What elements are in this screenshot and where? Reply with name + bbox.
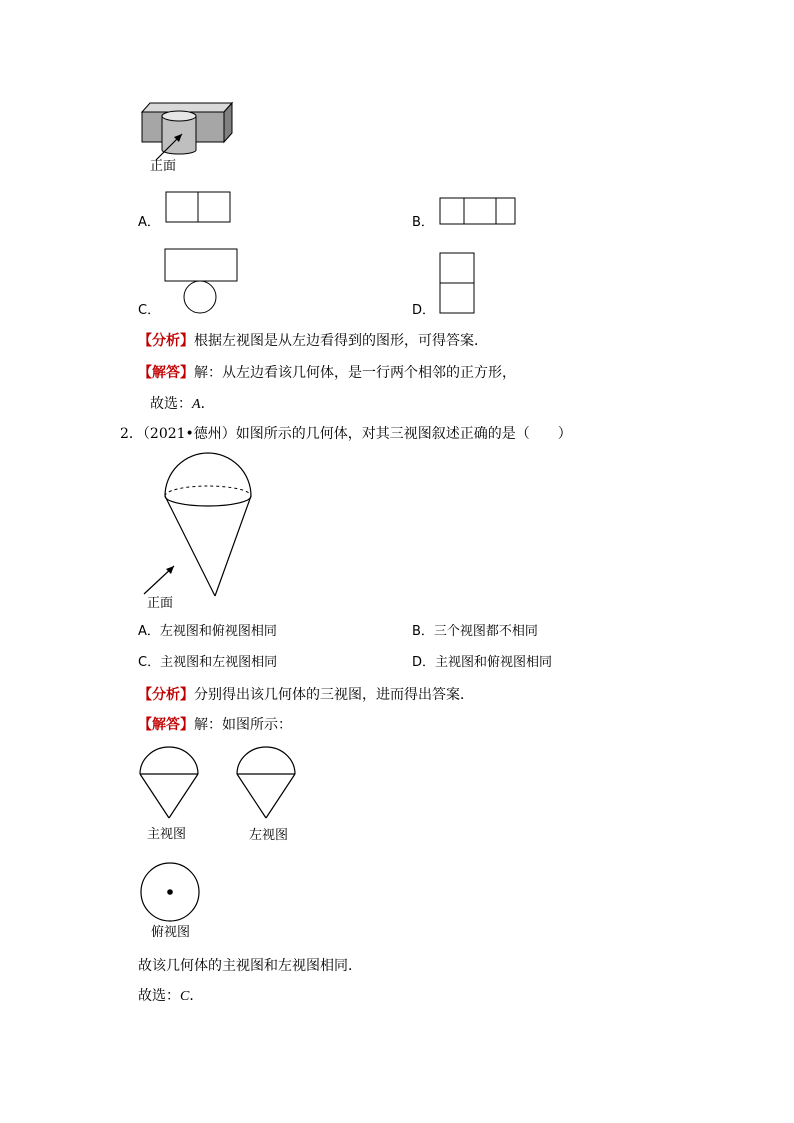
q2-front-view bbox=[138, 746, 202, 820]
q2-answer-tag: 【解答】 bbox=[138, 717, 194, 733]
q2-left-view-label: 左视图 bbox=[249, 828, 289, 843]
q1-option-c-figure bbox=[164, 248, 244, 318]
q1-answer-text: 解：从左边看该几何体，是一行两个相邻的正方形， bbox=[194, 365, 516, 381]
q1-option-d-letter[interactable]: D． bbox=[412, 303, 436, 318]
q1-figure-caption: 正面 bbox=[150, 159, 177, 174]
q2-option-c[interactable] bbox=[138, 654, 277, 672]
q1-conclusion-suffix: ． bbox=[200, 396, 215, 412]
q2-option-a-letter: A． bbox=[138, 624, 160, 639]
q1-option-c-letter[interactable]: C． bbox=[138, 303, 161, 318]
q2-option-c-letter: C． bbox=[138, 655, 161, 670]
q1-analysis-text: 根据左视图是从左边看得到的图形，可得答案． bbox=[194, 333, 488, 349]
q2-analysis bbox=[138, 686, 474, 704]
q2-stem: 2．（2021•德州）如图所示的几何体，对其三视图叙述正确的是（ ） bbox=[120, 426, 572, 442]
q2-conclusion-letter: C bbox=[180, 989, 190, 1004]
q2-option-a[interactable] bbox=[138, 623, 277, 641]
q2-summary: 故该几何体的主视图和左视图相同． bbox=[138, 958, 362, 974]
q2-top-view bbox=[139, 862, 203, 926]
q1-option-d-figure bbox=[439, 252, 479, 318]
q1-option-b-figure bbox=[439, 197, 519, 227]
q1-answer bbox=[138, 364, 516, 382]
q1-option-a-letter[interactable]: A． bbox=[138, 215, 160, 230]
q2-option-b-letter: B． bbox=[412, 624, 434, 639]
q2-option-b-text: 三个视图都不相同 bbox=[433, 624, 538, 639]
q2-answer-text: 解：如图所示： bbox=[194, 717, 292, 733]
q2-answer bbox=[138, 716, 292, 734]
q2-conclusion bbox=[138, 987, 203, 1006]
q2-front-view-label: 主视图 bbox=[147, 827, 187, 842]
q1-conclusion-prefix: 故选： bbox=[150, 396, 192, 412]
q2-conclusion-suffix: ． bbox=[189, 988, 204, 1004]
q2-analysis-text: 分别得出该几何体的三视图，进而得出答案． bbox=[194, 687, 474, 703]
q2-conclusion-prefix: 故选： bbox=[138, 988, 180, 1004]
q2-option-d[interactable] bbox=[412, 654, 552, 672]
q2-option-c-text: 主视图和左视图相同 bbox=[160, 655, 278, 670]
q2-top-view-label: 俯视图 bbox=[151, 925, 191, 940]
q2-option-a-text: 左视图和俯视图相同 bbox=[159, 624, 277, 639]
q2-analysis-tag: 【分析】 bbox=[138, 687, 194, 703]
q1-analysis bbox=[138, 332, 488, 350]
q1-option-a-figure bbox=[165, 191, 235, 225]
q2-solid-figure bbox=[140, 450, 260, 610]
q1-solid-figure bbox=[138, 98, 238, 158]
q2-option-d-text: 主视图和俯视图相同 bbox=[435, 655, 553, 670]
q2-figure-caption: 正面 bbox=[147, 596, 174, 611]
q1-conclusion-letter: A bbox=[192, 397, 201, 412]
q2-option-b[interactable] bbox=[412, 623, 538, 641]
q1-analysis-tag: 【分析】 bbox=[138, 333, 194, 349]
q2-option-d-letter: D． bbox=[412, 655, 436, 670]
q1-answer-tag: 【解答】 bbox=[138, 365, 194, 381]
q1-option-b-letter[interactable]: B． bbox=[412, 215, 434, 230]
q1-conclusion bbox=[150, 395, 215, 414]
q2-left-view bbox=[235, 746, 299, 820]
